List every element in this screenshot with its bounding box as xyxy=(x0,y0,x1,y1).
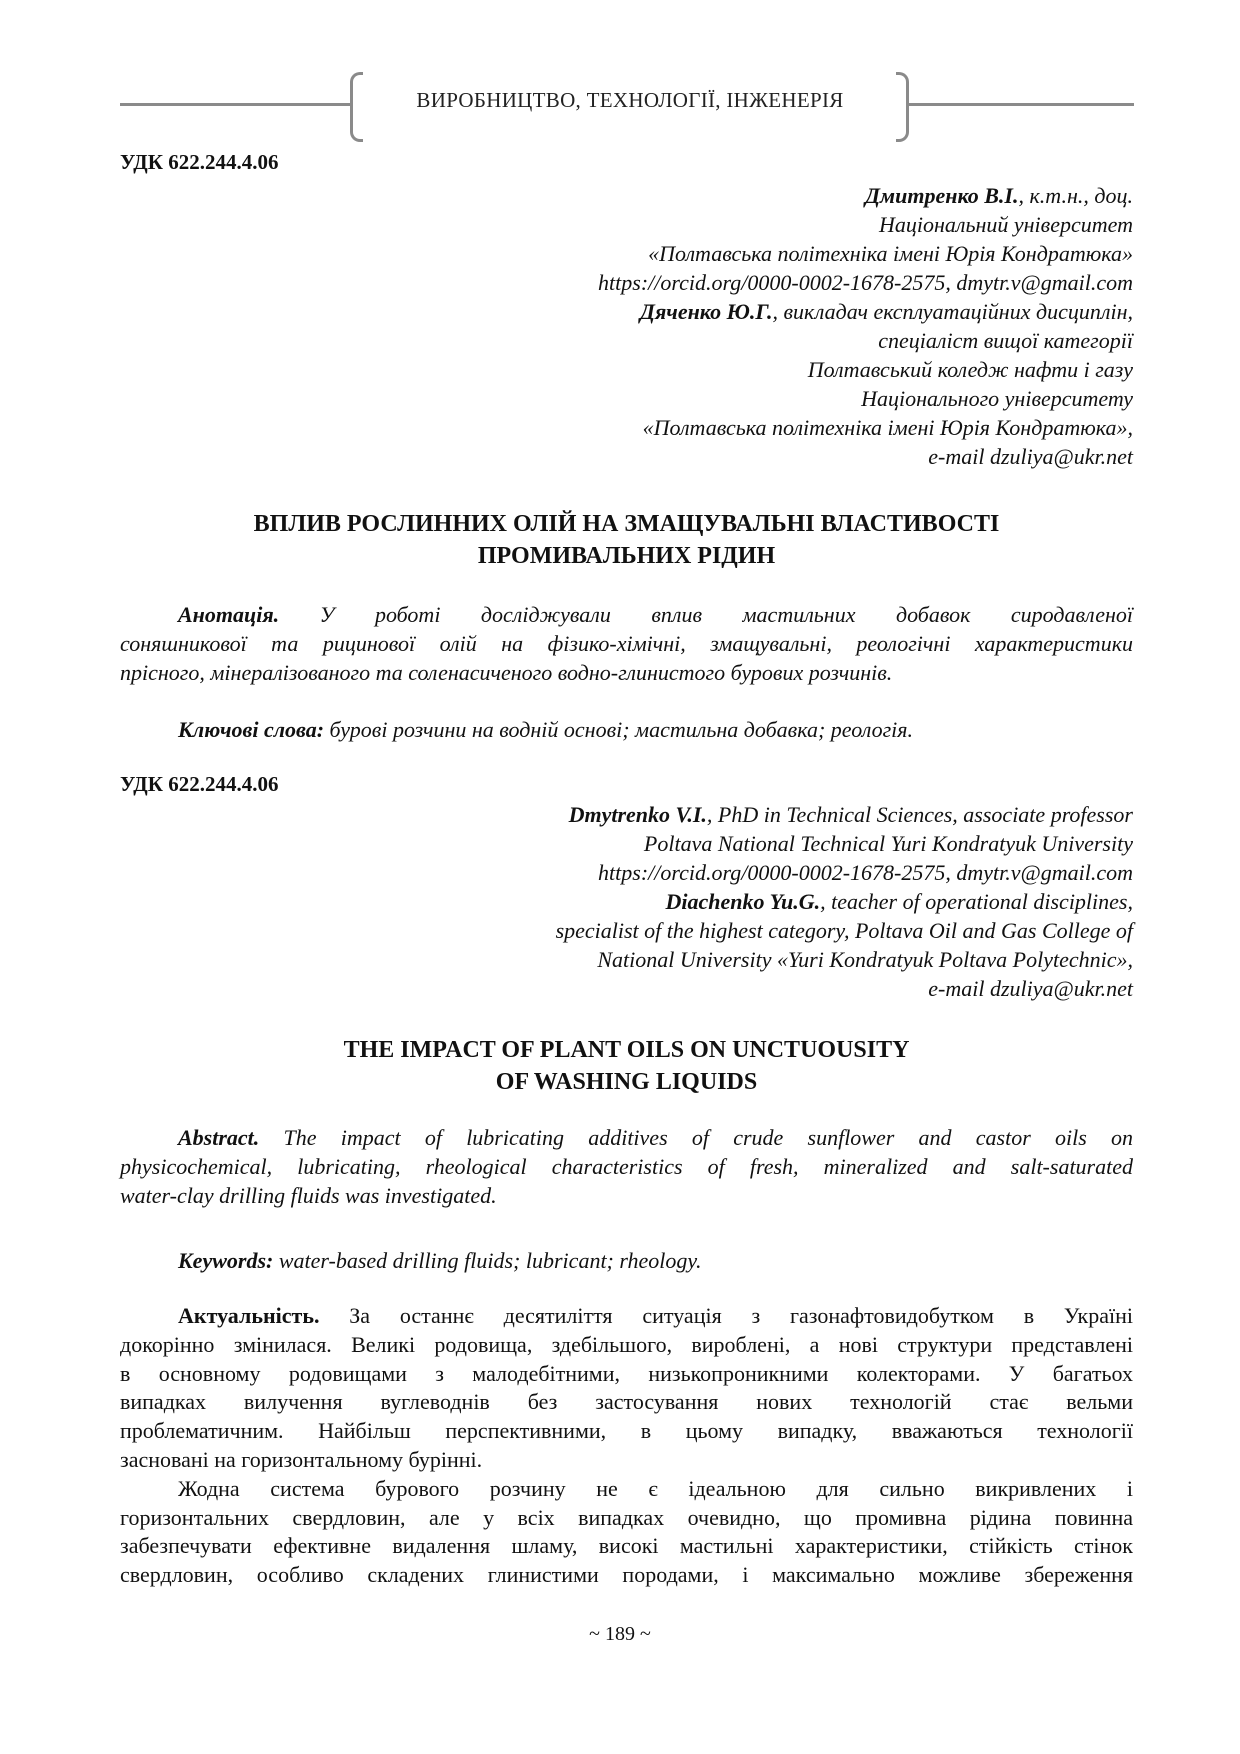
header-rule-left xyxy=(120,103,352,106)
orcid-link[interactable]: https://orcid.org/0000-0002-1678-2575 xyxy=(598,270,946,295)
section-header: ВИРОБНИЦТВО, ТЕХНОЛОГІЇ, ІНЖЕНЕРІЯ xyxy=(416,88,844,112)
body-line: проблематичним. Найбільш перспективними, в цьому випадку, вважаються технології xyxy=(120,1418,1133,1444)
affiliation-line-en: National University «Yuri Kondratyuk Poltava Polytechnic», xyxy=(597,947,1133,972)
keywords-label: Ключові слова: xyxy=(178,717,325,742)
annotation-text: У роботі досліджували вплив мастильних добавок сиродавленої xyxy=(279,602,1133,627)
author1-degree: , к.т.н., доц. xyxy=(1018,183,1133,208)
abstract-text: The impact of lubricating additives of crude sunflower and castor oils on xyxy=(259,1125,1133,1150)
title-line: THE IMPACT OF PLANT OILS ON UNCTUOUSITY xyxy=(343,1037,910,1063)
body-line: За останнє десятиліття ситуація з газонафтовидобутком в Україні xyxy=(319,1303,1133,1328)
annotation-text: прісного, мінералізованого та соленасиченого водно-глинистого бурових розчинів. xyxy=(120,660,893,685)
body-line: Жодна система бурового розчину не є ідеальною для сильно викривлених і xyxy=(178,1475,1133,1501)
author1-name: Дмитренко В.І. xyxy=(865,183,1019,208)
annotation-text: соняшникової та рицинової олій на фізико-хімічні, змащувальні, реологічні характеристики xyxy=(120,631,1133,656)
title-line: ВПЛИВ РОСЛИННИХ ОЛІЙ НА ЗМАЩУВАЛЬНІ ВЛАСТИВОСТІ xyxy=(253,511,1000,537)
authors-en xyxy=(120,800,1133,1003)
body-line: свердловин, особливо складених глинистими породами, і максимально можливе збереження xyxy=(120,1562,1133,1588)
affiliation-line: Національного університету xyxy=(861,386,1133,411)
body-line: засновані на горизонтальному бурінні. xyxy=(120,1446,483,1472)
author2-name: Дяченко Ю.Г. xyxy=(639,299,773,324)
title-line: ПРОМИВАЛЬНИХ РІДИН xyxy=(477,543,776,569)
keywords-text: бурові розчини на водній основі; мастильна добавка; реологія. xyxy=(324,717,914,742)
affiliation-line: «Полтавська політехніка імені Юрія Кондратюка» xyxy=(648,241,1133,266)
affiliation-line: Полтавський коледж нафти і газу xyxy=(807,357,1133,382)
header-rule-right xyxy=(906,103,1134,106)
orcid-email-en: https://orcid.org/0000-0002-1678-2575, dmytr.v@gmail.com xyxy=(598,860,1133,885)
section-label: Актуальність. xyxy=(178,1303,320,1328)
body-text xyxy=(120,1302,1133,1590)
header-bracket-right xyxy=(896,72,909,142)
annotation xyxy=(120,600,1133,687)
affiliation-line-en: specialist of the highest category, Poltava Oil and Gas College of xyxy=(555,918,1133,943)
author1-name-en: Dmytrenko V.I. xyxy=(568,802,707,827)
author2-position: , викладач експлуатаційних дисциплін, xyxy=(772,299,1133,324)
title-ua xyxy=(120,508,1133,572)
keywords-text: water-based drilling fluids; lubricant; rheology. xyxy=(273,1248,702,1273)
body-line: докорінно змінилася. Великі родовища, здебільшого, вироблені, а нові структури представлені xyxy=(120,1331,1133,1357)
abstract xyxy=(120,1123,1133,1210)
body-line: горизонтальних свердловин, але у всіх випадках очевидно, що промивна рідина повинна xyxy=(120,1504,1133,1530)
body-line: випадках вилучення вуглеводнів без застосування нових технологій стає вельми xyxy=(120,1389,1133,1415)
author1-degree-en: , PhD in Technical Sciences, associate professor xyxy=(706,802,1133,827)
affiliation-line: «Полтавська політехніка імені Юрія Кондратюка», xyxy=(642,415,1133,440)
abstract-label: Abstract. xyxy=(178,1125,260,1150)
abstract-text: physicochemical, lubricating, rheological characteristics of fresh, mineralized and salt-saturated xyxy=(120,1154,1133,1179)
affiliation-line-en: Poltava National Technical Yuri Kondratyuk University xyxy=(643,831,1133,856)
keywords-ua xyxy=(120,715,1133,744)
page-number: ~ 189 ~ xyxy=(589,1623,651,1645)
udk-ua: УДК 622.244.4.06 xyxy=(120,150,279,174)
author2-position-en: , teacher of operational disciplines, xyxy=(820,889,1133,914)
body-line: забезпечувати ефективне видалення шламу, високі мастильні характеристики, стійкість стінок xyxy=(120,1533,1133,1559)
author2-email: e-mail dzuliya@ukr.net xyxy=(928,444,1133,469)
affiliation-line: Національний університет xyxy=(878,212,1133,237)
keywords-en xyxy=(120,1246,1133,1275)
title-line: OF WASHING LIQUIDS xyxy=(495,1069,758,1095)
annotation-label: Анотація. xyxy=(178,602,280,627)
header-bracket-left xyxy=(350,72,363,142)
affiliation-line: спеціаліст вищої категорії xyxy=(878,328,1133,353)
udk-en: УДК 622.244.4.06 xyxy=(120,772,279,796)
keywords-label: Keywords: xyxy=(178,1248,274,1273)
author1-email: , dmytr.v@gmail.com xyxy=(945,270,1133,295)
body-line: в основному родовищами з малодебітними, низькопроникними колекторами. У багатьох xyxy=(120,1360,1133,1386)
authors-ua xyxy=(120,181,1133,471)
title-en xyxy=(120,1034,1133,1098)
author2-email-en: e-mail dzuliya@ukr.net xyxy=(928,976,1133,1001)
author2-name-en: Diachenko Yu.G. xyxy=(665,889,821,914)
abstract-text: water-clay drilling fluids was investigated. xyxy=(120,1183,497,1208)
